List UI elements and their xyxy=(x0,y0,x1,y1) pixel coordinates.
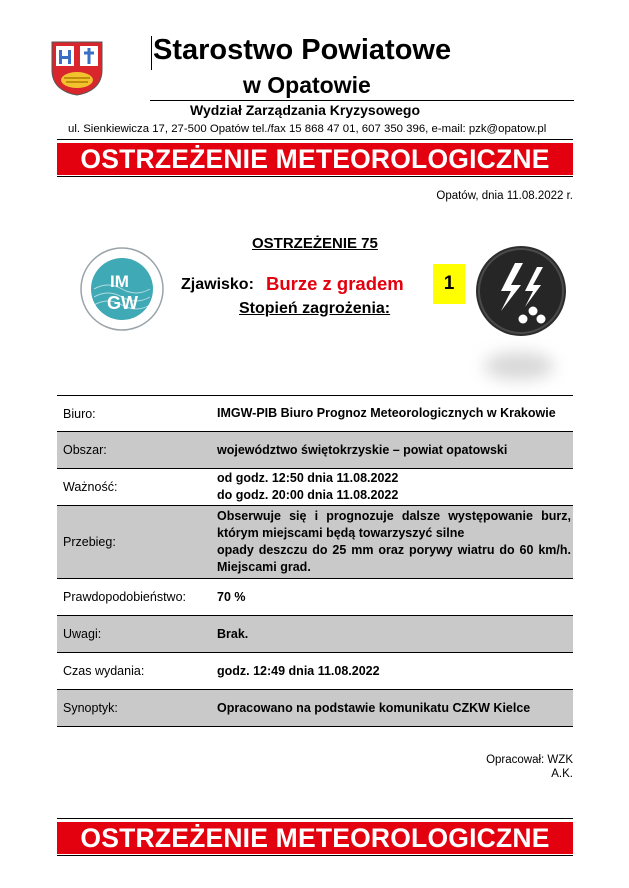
table-row-synoptyk xyxy=(57,690,573,727)
table-row-uwagi xyxy=(57,616,573,653)
row-label: Czas wydania: xyxy=(63,664,145,678)
prepared-by-initials: A.K. xyxy=(551,768,573,780)
warning-banner-bottom: OSTRZEŻENIE METEOROLOGICZNE xyxy=(57,822,573,854)
imgw-logo-icon xyxy=(80,247,164,331)
prepared-by-unit: Opracował: WZK xyxy=(486,754,573,766)
prepared-by xyxy=(486,753,573,781)
footer-divider xyxy=(57,818,573,819)
phenomenon-label: Zjawisko: xyxy=(181,276,254,293)
phenomenon-value: Burze z gradem xyxy=(266,273,404,294)
table-row-czas-wydania xyxy=(57,653,573,690)
table-row-biuro xyxy=(57,395,573,432)
row-label: Ważność: xyxy=(63,480,118,494)
row-value xyxy=(212,508,573,576)
row-value: IMGW-PIB Biuro Prognoz Meteorologicznych w Krakowie xyxy=(217,406,556,420)
validity-from: od godz. 12:50 dnia 11.08.2022 xyxy=(217,471,399,485)
row-value: województwo świętokrzyskie – powiat opatowski xyxy=(217,442,508,457)
row-value: Brak. xyxy=(217,626,249,641)
text-cursor xyxy=(151,36,152,70)
row-label: Obszar: xyxy=(63,443,107,457)
header-divider xyxy=(150,100,574,101)
row-label: Biuro: xyxy=(63,406,96,421)
course-text-1: Obserwuje się i prognozuje dalsze występowanie burz, którym miejscami będą towarzyszyć silne xyxy=(217,509,571,540)
course-text-2: opady deszczu do 25 mm oraz porywy wiatru do 60 km/h. Miejscami grad. xyxy=(217,543,571,574)
warning-details-table xyxy=(57,395,573,727)
office-title: Starostwo Powiatowe xyxy=(153,34,452,66)
footer-bottom-divider xyxy=(57,855,573,856)
row-value xyxy=(212,470,573,504)
threat-level-badge: 1 xyxy=(433,264,465,304)
row-value: 70 % xyxy=(217,589,246,604)
table-row-prawdopodobienstwo xyxy=(57,579,573,616)
issue-date: Opatów, dnia 11.08.2022 r. xyxy=(436,190,573,202)
threat-level-label: Stopień zagrożenia: xyxy=(239,300,391,317)
warning-number: OSTRZEŻENIE 75 xyxy=(252,235,378,252)
row-label: Synoptyk: xyxy=(63,701,118,715)
validity-to: do godz. 20:00 dnia 11.08.2022 xyxy=(217,488,399,502)
coat-of-arms-icon xyxy=(50,40,104,96)
svg-text:IM: IM xyxy=(110,272,129,291)
row-label: Przebieg: xyxy=(63,535,116,549)
row-label: Prawdopodobieństwo: xyxy=(63,590,186,604)
table-row-przebieg xyxy=(57,506,573,579)
office-address: ul. Sienkiewicza 17, 27-500 Opatów tel./fax 15 868 47 01, 607 350 396, e-mail: pzk@opatow.pl xyxy=(68,123,547,135)
table-row-waznosc xyxy=(57,469,573,506)
office-subtitle: w Opatowie xyxy=(243,72,371,98)
icon-shadow xyxy=(484,352,554,380)
row-value: godz. 12:49 dnia 11.08.2022 xyxy=(217,663,380,678)
table-row-obszar xyxy=(57,432,573,469)
department-name: Wydział Zarządzania Kryzysowego xyxy=(190,102,421,118)
row-value: Opracowano na podstawie komunikatu CZKW Kielce xyxy=(217,700,531,715)
address-divider xyxy=(57,139,573,140)
row-label: Uwagi: xyxy=(63,627,102,641)
banner-divider xyxy=(57,176,573,177)
warning-banner-top: OSTRZEŻENIE METEOROLOGICZNE xyxy=(57,143,573,175)
thunderstorm-hail-icon xyxy=(475,245,567,337)
svg-text:GW: GW xyxy=(107,293,138,313)
